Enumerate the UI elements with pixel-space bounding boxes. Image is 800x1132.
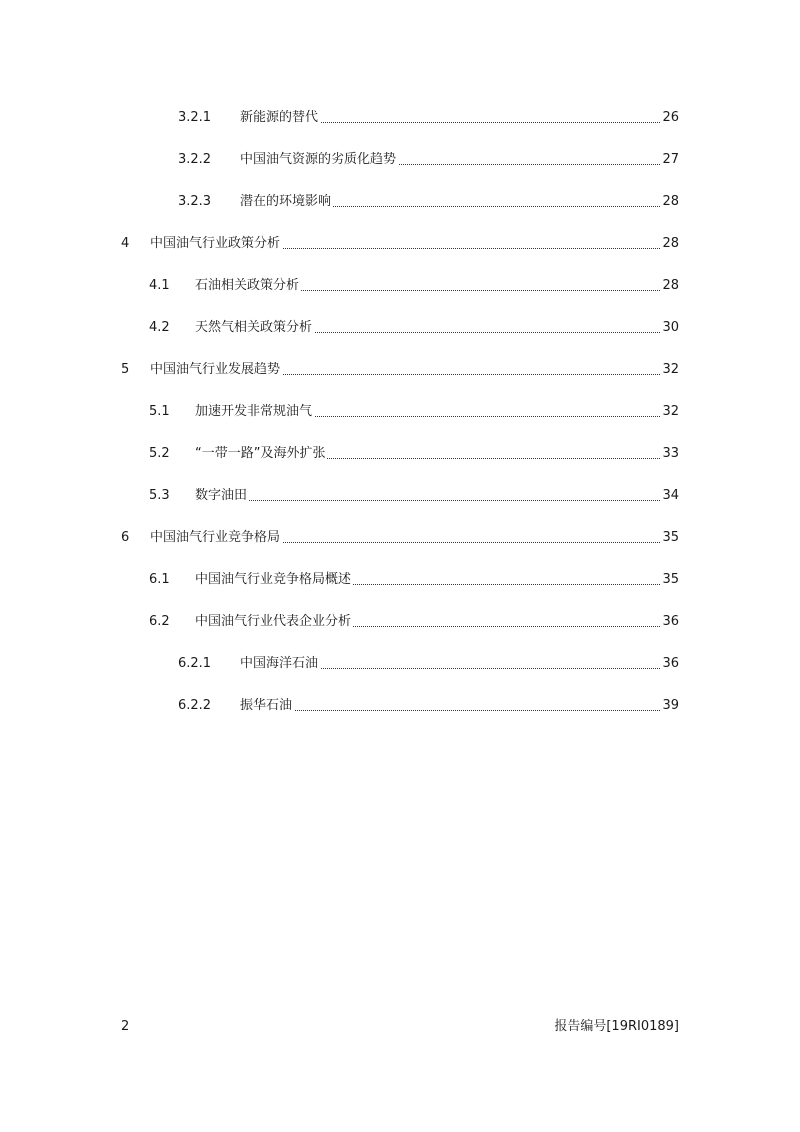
toc-entry-page: 28 — [662, 278, 679, 293]
toc-entry-number: 5.3 — [149, 488, 170, 503]
toc-entry-3-2-2[interactable] — [0, 149, 800, 171]
toc-entry-number: 6.1 — [149, 572, 170, 587]
toc-entry-number: 3.2.1 — [178, 110, 212, 125]
toc-entry-page: 30 — [662, 320, 679, 335]
toc-entry-number: 3.2.3 — [178, 194, 212, 209]
toc-entry-title: 中国油气行业政策分析 — [150, 233, 282, 255]
toc-entry-5-3[interactable] — [0, 485, 800, 507]
toc-entry-number: 6.2.2 — [178, 698, 212, 713]
toc-entry-5-2[interactable] — [0, 443, 800, 465]
toc-entry-3-2-3[interactable] — [0, 191, 800, 213]
toc-entry-6-2[interactable] — [0, 611, 800, 633]
toc-entry-6-2-2[interactable] — [0, 695, 800, 717]
toc-leader-dots — [240, 710, 660, 711]
toc-entry-page: 35 — [662, 572, 679, 587]
toc-entry-5-1[interactable] — [0, 401, 800, 423]
toc-entry-number: 6.2.1 — [178, 656, 212, 671]
toc-entry-page: 27 — [662, 152, 679, 167]
toc-entry-number: 6.2 — [149, 614, 170, 629]
toc-entry-title: 振华石油 — [240, 695, 294, 717]
toc-entry-page: 28 — [662, 194, 679, 209]
toc-entry-page: 36 — [662, 614, 679, 629]
toc-entry-number: 5.1 — [149, 404, 170, 419]
toc-leader-dots — [195, 500, 660, 501]
toc-entry-page: 34 — [662, 488, 679, 503]
toc-entry-6[interactable] — [0, 527, 800, 549]
footer-page-number: 2 — [121, 1019, 130, 1034]
toc-entry-number: 4.2 — [149, 320, 170, 335]
toc-entry-page: 26 — [662, 110, 679, 125]
toc-entry-number: 3.2.2 — [178, 152, 212, 167]
toc-entry-title: 中国油气行业竞争格局概述 — [195, 569, 353, 591]
toc-entry-title: 中国油气行业发展趋势 — [150, 359, 282, 381]
toc-entry-page: 32 — [662, 362, 679, 377]
toc-entry-title: “一带一路”及海外扩张 — [195, 443, 327, 465]
toc-entry-title: 天然气相关政策分析 — [195, 317, 314, 339]
toc-entry-number: 4 — [121, 236, 130, 251]
toc-entry-number: 5 — [121, 362, 130, 377]
toc-entry-3-2-1[interactable] — [0, 107, 800, 129]
toc-entry-title: 中国油气行业代表企业分析 — [195, 611, 353, 633]
footer-report-id: 报告编号[19RI0189] — [554, 1019, 679, 1034]
toc-entry-number: 6 — [121, 530, 130, 545]
toc-entry-page: 36 — [662, 656, 679, 671]
toc-entry-number: 5.2 — [149, 446, 170, 461]
toc-entry-6-1[interactable] — [0, 569, 800, 591]
toc-entry-title: 中国油气资源的劣质化趋势 — [240, 149, 398, 171]
toc-entry-number: 4.1 — [149, 278, 170, 293]
toc-entry-page: 28 — [662, 236, 679, 251]
toc-entry-title: 加速开发非常规油气 — [195, 401, 314, 423]
toc-entry-title: 潜在的环境影响 — [240, 191, 333, 213]
toc-entry-page: 35 — [662, 530, 679, 545]
toc-entry-5[interactable] — [0, 359, 800, 381]
toc-entry-4[interactable] — [0, 233, 800, 255]
toc-entry-page: 33 — [662, 446, 679, 461]
toc-entry-page: 39 — [662, 698, 679, 713]
toc-entry-page: 32 — [662, 404, 679, 419]
toc-entry-title: 中国海洋石油 — [240, 653, 320, 675]
toc-entry-4-1[interactable] — [0, 275, 800, 297]
toc-entry-6-2-1[interactable] — [0, 653, 800, 675]
toc-entry-title: 新能源的替代 — [240, 107, 320, 129]
toc-entry-title: 数字油田 — [195, 485, 249, 507]
toc-entry-title: 中国油气行业竞争格局 — [150, 527, 282, 549]
toc-entry-title: 石油相关政策分析 — [195, 275, 301, 297]
toc-entry-4-2[interactable] — [0, 317, 800, 339]
